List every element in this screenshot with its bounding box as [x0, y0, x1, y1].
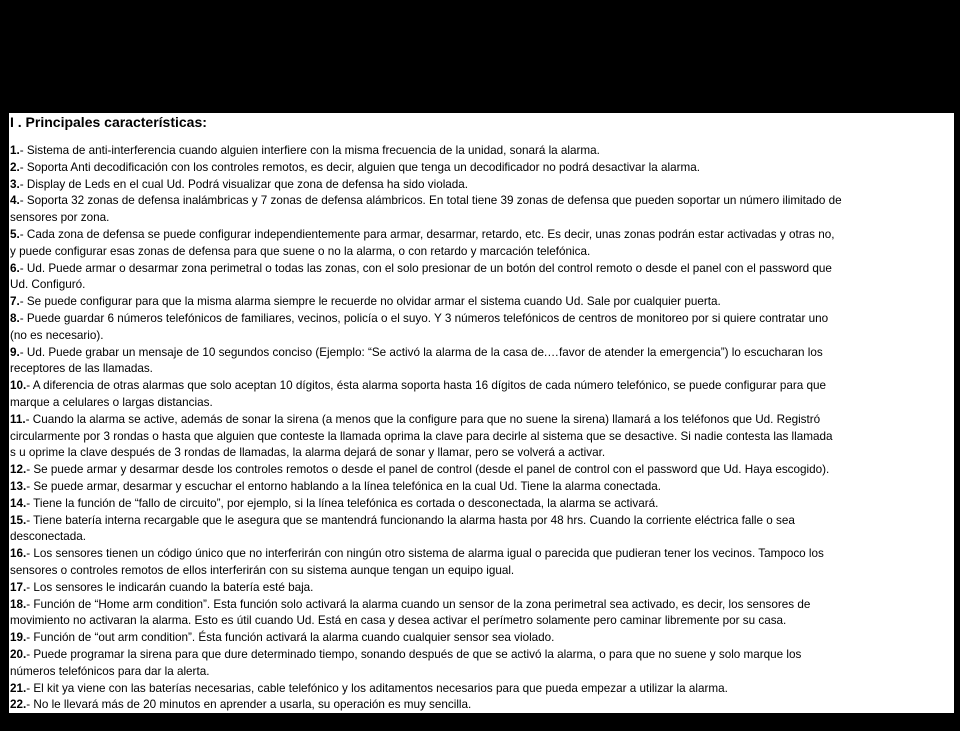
feature-line — [10, 647, 950, 664]
feature-line — [10, 177, 950, 194]
feature-number: 22. — [10, 698, 27, 712]
feature-text: - Se puede armar, desarmar y escuchar el entorno hablando a la línea telefónica en la cual Ud. Tiene la alarma conectada. — [26, 479, 662, 493]
feature-text: - Puede guardar 6 números telefónicos de familiares, vecinos, policía o el suyo. Y 3 números telefónicos de centros de monitoreo por si quiere contratar uno — [19, 311, 829, 325]
feature-text: - Soporta Anti decodificación con los controles remotos, es decir, alguien que tenga un decodificador no podrá desactivar la alarma. — [19, 160, 700, 174]
feature-line — [10, 277, 950, 294]
feature-text: - Tiene batería interna recargable que le asegura que se mantendrá funcionando la alarma hasta por 48 hrs. Cuando la corriente eléctrica falle o sea — [26, 513, 795, 527]
feature-number: 12. — [10, 463, 27, 477]
feature-line — [10, 193, 950, 210]
feature-line — [10, 412, 950, 429]
feature-text: s u oprime la clave después de 3 rondas de llamadas, la alarma dejará de sonar y llamar, pero se volverá a activar. — [10, 446, 606, 460]
feature-number: 7. — [10, 295, 20, 309]
feature-line — [10, 445, 950, 462]
feature-text: - Función de “out arm condition”. Ésta función activará la alarma cuando cualquier sensor sea violado. — [26, 631, 555, 645]
feature-line — [10, 597, 950, 614]
feature-text: - Los sensores le indicarán cuando la batería esté baja. — [26, 580, 314, 594]
feature-list — [10, 143, 950, 731]
feature-line — [10, 227, 950, 244]
feature-text: sensores o controles remotos de ellos interferirán con su sistema aunque tengan un equipo igual. — [10, 563, 515, 577]
feature-line — [10, 714, 950, 731]
feature-text: números telefónicos para dar la alerta. — [10, 664, 210, 678]
feature-number: 19. — [10, 631, 27, 645]
feature-text: - Cuando la alarma se active, además de sonar la sirena (a menos que la configure para que no suene la sirena) llamará a los teléfonos que Ud. Registró — [25, 412, 821, 426]
feature-number: 2. — [10, 160, 20, 174]
feature-line — [10, 395, 950, 412]
feature-line — [10, 664, 950, 681]
feature-line — [10, 143, 950, 160]
feature-line — [10, 261, 950, 278]
feature-text: - Tiene la función de “fallo de circuito”, por ejemplo, si la línea telefónica es cortada o desconectada, la alarma se activará. — [26, 496, 659, 510]
feature-number: 23. — [10, 715, 27, 729]
feature-line — [10, 160, 950, 177]
feature-number: 13. — [10, 479, 27, 493]
feature-text: movimiento no activaran la alarma. Esto es útil cuando Ud. Está en casa y desea activar el perímetro solamente pero caminar libremente por su casa. — [10, 614, 787, 628]
feature-text: desconectada. — [10, 530, 87, 544]
feature-line — [10, 613, 950, 630]
feature-number: 18. — [10, 597, 27, 611]
feature-line — [10, 630, 950, 647]
slide-heading: I . Principales características: — [10, 114, 207, 130]
feature-number: 20. — [10, 647, 27, 661]
feature-line — [10, 681, 950, 698]
feature-text: - A diferencia de otras alarmas que solo aceptan 10 dígitos, ésta alarma soporta hasta 16 dígitos de cada número telefónico, se puede configurar para que — [26, 379, 827, 393]
feature-line — [10, 496, 950, 513]
feature-line — [10, 563, 950, 580]
feature-text: circularmente por 3 rondas o hasta que alguien que conteste la llamada oprima la clave para decirle al sistema que se desactive. Si nadie contesta las llamada — [10, 429, 833, 443]
feature-text: - El kit ya viene con las baterías necesarias, cable telefónico y los aditamentos necesarios para que pueda empezar a utilizar la alarma. — [26, 681, 728, 695]
feature-text: - Puede programar la sirena para que dure determinado tiempo, sonando después de que se activó la alarma, o para que no suene y solo marque los — [26, 647, 802, 661]
feature-text: (no es necesario). — [10, 328, 104, 342]
feature-line — [10, 361, 950, 378]
feature-text: - Función de “Home arm condition”. Esta función solo activará la alarma cuando un sensor de la zona perimetral sea activado, es decir, los sensores de — [26, 597, 811, 611]
feature-line — [10, 697, 950, 714]
feature-line — [10, 378, 950, 395]
feature-number: 10. — [10, 379, 27, 393]
feature-line — [10, 479, 950, 496]
feature-number: 16. — [10, 547, 27, 561]
feature-line — [10, 244, 950, 261]
feature-text: - Ud. Puede grabar un mensaje de 10 segundos conciso (Ejemplo: “Se activó la alarma de la casa de.…favor de atender la emergencia”) lo escucharan los — [19, 345, 823, 359]
feature-text: - Se puede armar y desarmar desde los controles remotos o desde el panel de control (desde el panel de control con el password que Ud. Haya escogido). — [26, 463, 830, 477]
feature-number: 5. — [10, 227, 20, 241]
feature-line — [10, 210, 950, 227]
feature-text: - Los sensores tienen un código único que no interferirán con ningún otro sistema de alarma igual o parecida que pudieran tener los vecinos. Tampoco los — [26, 547, 824, 561]
feature-number: 6. — [10, 261, 20, 275]
feature-text: y puede configurar esas zonas de defensa para que suene o no la alarma, o con retardo y marcación telefónica. — [10, 244, 591, 258]
feature-text: - Ud. Puede armar o desarmar zona perimetral o todas las zonas, con el solo presionar de un botón del control remoto o desde el panel con el password que — [19, 261, 832, 275]
feature-line — [10, 328, 950, 345]
feature-number: 15. — [10, 513, 27, 527]
feature-line — [10, 429, 950, 446]
feature-line — [10, 513, 950, 530]
feature-text: sensores por zona. — [10, 211, 110, 225]
feature-text: - Sirena de 110 decibeles. — [26, 715, 162, 729]
feature-text: receptores de las llamadas. — [10, 362, 153, 376]
feature-number: 17. — [10, 580, 27, 594]
feature-number: 1. — [10, 144, 20, 157]
feature-number: 4. — [10, 194, 20, 208]
feature-number: 3. — [10, 177, 20, 191]
feature-line — [10, 345, 950, 362]
feature-line — [10, 529, 950, 546]
feature-number: 8. — [10, 311, 20, 325]
feature-number: 9. — [10, 345, 20, 359]
feature-line — [10, 580, 950, 597]
feature-number: 14. — [10, 496, 27, 510]
feature-text: - Cada zona de defensa se puede configurar independientemente para armar, desarmar, retardo, etc. Es decir, unas zonas podrán estar activadas y otras no, — [19, 227, 835, 241]
feature-text: - Display de Leds en el cual Ud. Podrá visualizar que zona de defensa ha sido violada. — [19, 177, 469, 191]
feature-text: - No le llevará más de 20 minutos en aprender a usarla, su operación es muy sencilla. — [26, 698, 472, 712]
feature-line — [10, 311, 950, 328]
feature-text: Ud. Configuró. — [10, 278, 86, 292]
content-box — [9, 113, 954, 729]
feature-line — [10, 546, 950, 563]
feature-text: marque a celulares o largas distancias. — [10, 395, 213, 409]
feature-number: 11. — [10, 412, 26, 426]
feature-number: 21. — [10, 681, 27, 695]
feature-line — [10, 462, 950, 479]
feature-text: - Soporta 32 zonas de defensa inalámbricas y 7 zonas de defensa alámbricos. En total tiene 39 zonas de defensa que pueden soportar un número ilimitado de — [19, 194, 842, 208]
feature-line — [10, 294, 950, 311]
feature-text: - Se puede configurar para que la misma alarma siempre le recuerde no olvidar armar el sistema cuando Ud. Sale por cualquier puerta. — [19, 295, 721, 309]
feature-text: - Sistema de anti-interferencia cuando alguien interfiere con la misma frecuencia de la unidad, sonará la alarma. — [19, 144, 600, 157]
